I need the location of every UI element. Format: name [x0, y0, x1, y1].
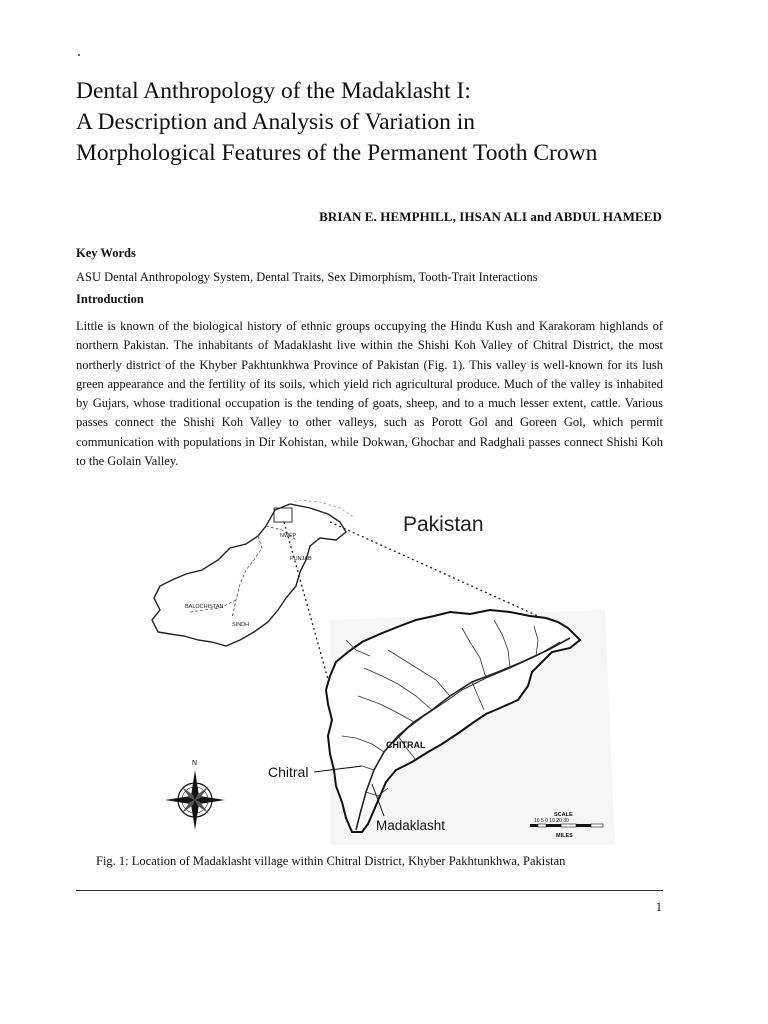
- district-label-chitral: CHITRAL: [386, 740, 426, 750]
- footer-rule: [76, 890, 663, 891]
- scale-units: MILES: [556, 833, 573, 839]
- paper-title: [76, 76, 696, 169]
- page-number: 1: [655, 900, 662, 914]
- introduction-heading: Introduction: [76, 292, 144, 306]
- title-line-1: Dental Anthropology of the Madaklasht I:: [76, 78, 471, 104]
- author-list: BRIAN E. HEMPHILL, IHSAN ALI and ABDUL HAMEED: [319, 209, 662, 224]
- province-label-nwfp: NWFP: [280, 533, 297, 539]
- figure-map: [150, 500, 620, 845]
- title-line-3: Morphological Features of the Permanent Tooth Crown: [76, 140, 598, 166]
- figure-caption: Fig. 1: Location of Madaklasht village within Chitral District, Khyber Pakhtunkhwa, Pakistan: [96, 854, 566, 868]
- map-title: Pakistan: [403, 513, 484, 536]
- stray-mark: [78, 54, 80, 56]
- village-label-madaklasht: Madaklasht: [376, 818, 446, 833]
- introduction-paragraph: Little is known of the biological history of ethnic groups occupying the Hindu Kush and Karakoram highlands of northern Pakistan. The inhabitants of Madaklasht live within the Shishi Koh Valley of Chitral District, the most northerly district of the Khyber Pakhtunkhwa Province of Pakistan (Fig. 1). This valley is well-known for its lush green appearance and the fertility of its soils, which yield rich agricultural produce. Much of the valley is inhabited by Gujars, whose traditional occupation is the tending of goats, sheep, and to a much lesser extent, cattle. Various passes connect the Shishi Koh Valley to other valleys, such as Porott Gol and Goreen Gol, which permit communication with populations in Dir Kohistan, while Dokwan, Ghochar and Radghali passes connect Shishi Koh to the Golain Valley.: [76, 319, 663, 469]
- compass-north-label: N: [192, 760, 198, 767]
- compass-rose: [165, 760, 225, 830]
- scale-title: SCALE: [554, 812, 573, 818]
- inset-leader-line: [330, 522, 560, 626]
- scale-ticks: 10 5 0 10 20 30: [534, 818, 569, 824]
- keywords-text: ASU Dental Anthropology System, Dental Traits, Sex Dimorphism, Tooth-Trait Interactions: [76, 270, 538, 284]
- province-label-punjab: PUNJAB: [290, 556, 312, 562]
- keywords-heading: Key Words: [76, 246, 136, 260]
- town-label-chitral: Chitral: [268, 764, 309, 780]
- province-label-sindh: SINDH: [232, 622, 250, 628]
- title-line-2: A Description and Analysis of Variation in: [76, 109, 476, 135]
- province-label-balochistan: BALOCHISTAN: [185, 604, 224, 610]
- location-map: [150, 500, 620, 845]
